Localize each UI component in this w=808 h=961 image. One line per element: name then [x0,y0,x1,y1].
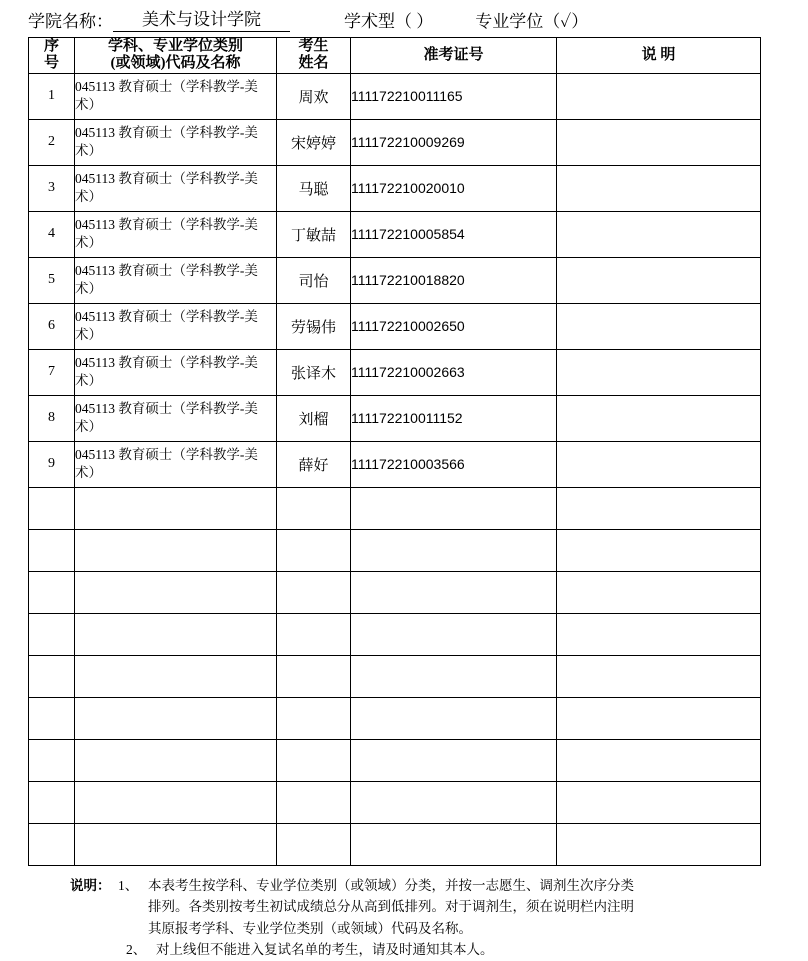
note-item-1 [70,875,786,897]
cell-major: 045113 教育硕士（学科教学-美术） [75,211,277,257]
column-header-note: 说 明 [557,38,761,74]
table-body [29,73,761,865]
cell-name [277,613,351,655]
cell-name: 张译木 [277,349,351,395]
column-header-no-line1: 序 [43,38,59,54]
candidates-table [28,37,761,866]
cell-no [29,613,75,655]
cell-no: 7 [29,349,75,395]
cell-no [29,823,75,865]
note-item-2 [70,939,786,961]
cell-note [557,781,761,823]
column-header-major-line1: 学科、专业学位类别 [107,38,243,54]
cell-major: 045113 教育硕士（学科教学-美术） [75,73,277,119]
note-2-number: 2、 [126,942,147,958]
cell-no [29,655,75,697]
cell-name [277,781,351,823]
cell-name: 薛好 [277,441,351,487]
cell-major [75,529,277,571]
cell-no: 1 [29,73,75,119]
cell-no [29,739,75,781]
table-row-empty [29,655,761,697]
table-row [29,257,761,303]
cell-note [557,303,761,349]
cell-note [557,613,761,655]
cell-note [557,529,761,571]
cell-major: 045113 教育硕士（学科教学-美术） [75,441,277,487]
cell-no: 8 [29,395,75,441]
cell-ticket: 111172210020010 [351,165,557,211]
cell-name: 周欢 [277,73,351,119]
column-header-ticket: 准考证号 [351,38,557,74]
cell-note [557,823,761,865]
college-value: 美术与设计学院 [113,5,290,32]
cell-name: 丁敏喆 [277,211,351,257]
cell-note [557,73,761,119]
table-row [29,441,761,487]
cell-major: 045113 教育硕士（学科教学-美术） [75,119,277,165]
cell-name [277,655,351,697]
cell-ticket: 111172210002663 [351,349,557,395]
cell-name [277,487,351,529]
cell-ticket: 111172210011165 [351,73,557,119]
cell-ticket: 111172210005854 [351,211,557,257]
cell-major [75,781,277,823]
cell-ticket: 111172210002650 [351,303,557,349]
cell-note [557,739,761,781]
cell-no [29,487,75,529]
table-row-empty [29,697,761,739]
cell-name [277,739,351,781]
note-1-number: 1、 [118,877,139,893]
table-row-empty [29,739,761,781]
table-row [29,165,761,211]
cell-name: 劳锡伟 [277,303,351,349]
cell-ticket: 111172210018820 [351,257,557,303]
cell-ticket [351,571,557,613]
cell-name [277,697,351,739]
table-row [29,349,761,395]
cell-no: 4 [29,211,75,257]
note-1-line2: 排列。各类别按考生初试成绩总分从高到低排列。对于调剂生，须在说明栏内注明 [148,899,634,915]
cell-ticket [351,697,557,739]
table-row [29,303,761,349]
cell-ticket [351,739,557,781]
table-header [29,38,761,74]
table-row-empty [29,487,761,529]
document-header [28,6,786,32]
cell-no [29,697,75,739]
cell-major [75,739,277,781]
cell-major [75,823,277,865]
cell-no [29,781,75,823]
table-row [29,395,761,441]
cell-no [29,529,75,571]
table-header-row [29,38,761,74]
cell-ticket [351,655,557,697]
cell-note [557,257,761,303]
cell-major [75,487,277,529]
professional-degree-option: 专业学位（✓） [475,12,589,31]
cell-name: 宋婷婷 [277,119,351,165]
column-header-no-line2: 号 [43,55,59,72]
column-header-name [277,38,351,74]
cell-no: 6 [29,303,75,349]
cell-major: 045113 教育硕士（学科教学-美术） [75,395,277,441]
cell-note [557,655,761,697]
college-label: 学院名称： [28,12,113,31]
cell-ticket [351,613,557,655]
cell-note [557,349,761,395]
table-row [29,119,761,165]
note-1-line3: 其原报考学科、专业学位类别（或领域）代码及名称。 [148,920,472,936]
cell-major [75,613,277,655]
cell-note [557,165,761,211]
cell-no: 5 [29,257,75,303]
academic-type-option: 学术型（ ） [344,12,434,31]
cell-ticket [351,529,557,571]
cell-name: 刘榴 [277,395,351,441]
note-2-line1: 对上线但不能进入复试名单的考生，请及时通知其本人。 [156,942,494,958]
note-1-line1: 本表考生按学科、专业学位类别（或领域）分类，并按一志愿生、调剂生次序分类 [148,877,634,893]
cell-ticket: 111172210003566 [351,441,557,487]
cell-note [557,697,761,739]
table-row [29,211,761,257]
table-row [29,73,761,119]
table-row-empty [29,529,761,571]
cell-note [557,571,761,613]
cell-ticket: 111172210009269 [351,119,557,165]
cell-major [75,571,277,613]
table-row-empty [29,571,761,613]
column-header-name-line1: 考生 [298,38,329,54]
cell-no: 2 [29,119,75,165]
cell-name [277,529,351,571]
cell-major: 045113 教育硕士（学科教学-美术） [75,303,277,349]
table-row-empty [29,613,761,655]
cell-major: 045113 教育硕士（学科教学-美术） [75,349,277,395]
cell-note [557,211,761,257]
table-row-empty [29,823,761,865]
cell-ticket [351,487,557,529]
cell-major: 045113 教育硕士（学科教学-美术） [75,257,277,303]
cell-name: 司怡 [277,257,351,303]
cell-no: 3 [29,165,75,211]
cell-name [277,823,351,865]
column-header-major [75,38,277,74]
footer-notes [28,875,786,961]
notes-title: 说明： [70,877,111,893]
cell-ticket: 111172210011152 [351,395,557,441]
cell-note [557,441,761,487]
cell-name: 马聪 [277,165,351,211]
cell-ticket [351,823,557,865]
cell-note [557,119,761,165]
cell-name [277,571,351,613]
cell-note [557,487,761,529]
column-header-major-line2: (或领域)代码及名称 [110,55,241,72]
cell-ticket [351,781,557,823]
cell-major [75,697,277,739]
cell-major: 045113 教育硕士（学科教学-美术） [75,165,277,211]
cell-major [75,655,277,697]
column-header-name-line2: 姓名 [298,55,329,72]
cell-no: 9 [29,441,75,487]
cell-no [29,571,75,613]
column-header-no [29,38,75,74]
table-row-empty [29,781,761,823]
cell-note [557,395,761,441]
